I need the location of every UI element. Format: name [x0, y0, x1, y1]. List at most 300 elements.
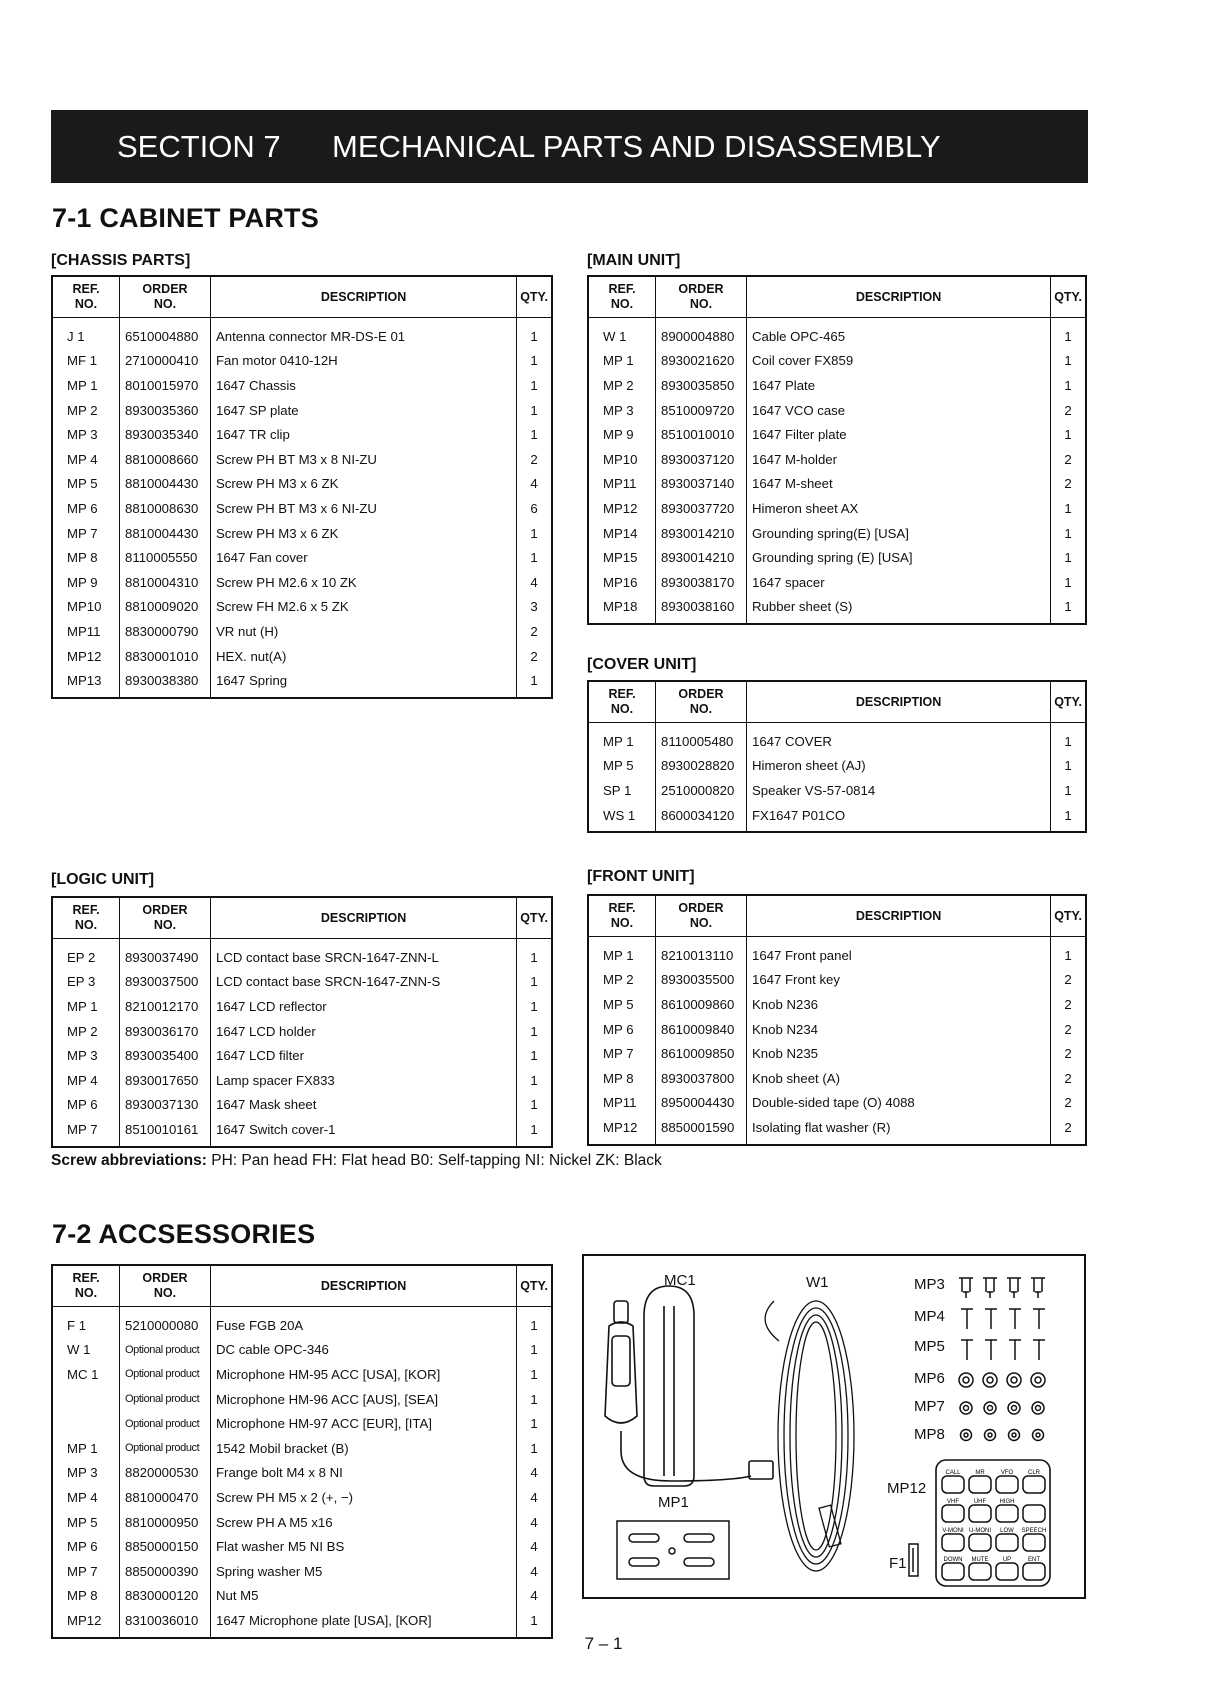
- table-row: [52, 644, 552, 669]
- table-row: [588, 472, 1086, 497]
- ref-no: J 1: [52, 318, 120, 349]
- order-no: 8930017650: [120, 1068, 211, 1093]
- description: LCD contact base SRCN-1647-ZNN-L: [211, 939, 517, 970]
- header-order-line2: NO.: [153, 918, 177, 932]
- keypad-key-label: SPEECH: [1021, 1528, 1047, 1534]
- page-number: 7 – 1: [584, 1634, 623, 1653]
- keypad-key-label: LOW: [1000, 1528, 1014, 1534]
- qty: 1: [517, 1117, 552, 1147]
- qty: 4: [517, 570, 552, 595]
- table-row: [588, 545, 1086, 570]
- ref-no: MP12: [52, 1608, 120, 1638]
- keypad-key-label: DOWN: [943, 1557, 963, 1563]
- table-row: [52, 1584, 552, 1609]
- ref-no: MP11: [52, 619, 120, 644]
- description: Knob N235: [747, 1041, 1051, 1066]
- description: 1647 Plate: [747, 373, 1051, 398]
- description: Screw PH M2.6 x 10 ZK: [211, 570, 517, 595]
- qty: 1: [517, 1362, 552, 1387]
- keypad-key-label: CALL: [945, 1470, 961, 1476]
- ref-no: MP 7: [52, 521, 120, 546]
- header-qty: QTY.: [517, 897, 552, 939]
- keypad-key-label: CLR: [1027, 1470, 1041, 1476]
- description: 1647 Front panel: [747, 937, 1051, 968]
- description: Knob N236: [747, 992, 1051, 1017]
- ref-no: MP 6: [588, 1017, 656, 1042]
- qty: 1: [517, 668, 552, 698]
- keypad-key: [996, 1563, 1018, 1580]
- order-no: 8610009860: [656, 992, 747, 1017]
- keypad-key-label: UP: [1002, 1557, 1012, 1563]
- order-no: 8930038380: [120, 668, 211, 698]
- front-unit-title: [FRONT UNIT]: [587, 868, 695, 885]
- table-row: [52, 1068, 552, 1093]
- order-no: 8930037500: [120, 970, 211, 995]
- table-row: [52, 570, 552, 595]
- order-no: 8930036170: [120, 1019, 211, 1044]
- header-ref-line1: REF.: [608, 687, 636, 701]
- table-row: [52, 422, 552, 447]
- ref-no: MP 1: [52, 1436, 120, 1461]
- description: Nut M5: [211, 1584, 517, 1609]
- qty: 2: [1051, 398, 1086, 423]
- description: Fuse FGB 20A: [211, 1307, 517, 1338]
- table-row: [52, 398, 552, 423]
- table-row: [52, 1043, 552, 1068]
- table-row: [588, 1066, 1086, 1091]
- order-no: 8930021620: [656, 349, 747, 374]
- qty: 4: [517, 1485, 552, 1510]
- order-no: Optional product: [120, 1411, 211, 1436]
- cover-unit-table: [587, 680, 1087, 833]
- header-ref: [588, 681, 656, 723]
- ref-no: MP 9: [52, 570, 120, 595]
- header-ref-line2: NO.: [74, 918, 98, 932]
- keypad-key: [969, 1476, 991, 1493]
- order-no: 8810004430: [120, 521, 211, 546]
- header-order-line1: ORDER: [142, 903, 188, 917]
- header-order: [120, 897, 211, 939]
- description: 1647 Switch cover-1: [211, 1117, 517, 1147]
- order-no: 8810000470: [120, 1485, 211, 1510]
- qty: 1: [1051, 570, 1086, 595]
- order-no: 8930035360: [120, 398, 211, 423]
- section-banner: [51, 110, 1088, 183]
- keypad-key: [996, 1505, 1018, 1522]
- qty: 1: [517, 1307, 552, 1338]
- keypad-key-label: U-MONI: [969, 1528, 991, 1534]
- header-order: [120, 276, 211, 318]
- description: 1647 TR clip: [211, 422, 517, 447]
- ref-no: MF 1: [52, 349, 120, 374]
- keypad-key: [996, 1534, 1018, 1551]
- description: Screw PH M3 x 6 ZK: [211, 521, 517, 546]
- label-mp1: MP1: [658, 1494, 689, 1511]
- main-unit-title: [MAIN UNIT]: [587, 252, 681, 269]
- table-row: [52, 1307, 552, 1338]
- ref-no: MP 1: [52, 373, 120, 398]
- ref-no: [52, 1387, 120, 1412]
- order-no: Optional product: [120, 1387, 211, 1412]
- qty: 1: [517, 1387, 552, 1412]
- header-ref: [588, 276, 656, 318]
- table-row: [52, 1362, 552, 1387]
- ref-no: MP16: [588, 570, 656, 595]
- description: 1647 M-holder: [747, 447, 1051, 472]
- header-ref: [52, 897, 120, 939]
- description: Knob N234: [747, 1017, 1051, 1042]
- keypad-key-label: UHF: [973, 1499, 987, 1505]
- description: Lamp spacer FX833: [211, 1068, 517, 1093]
- table-row: [52, 545, 552, 570]
- description: Screw PH M3 x 6 ZK: [211, 472, 517, 497]
- ref-no: MP 3: [52, 422, 120, 447]
- keypad-key: [942, 1563, 964, 1580]
- header-qty: QTY.: [1051, 895, 1086, 937]
- screw-abbreviations: [51, 1152, 662, 1170]
- qty: 1: [1051, 318, 1086, 349]
- description: 1647 LCD filter: [211, 1043, 517, 1068]
- qty: 1: [1051, 349, 1086, 374]
- header-ref-line2: NO.: [610, 916, 634, 930]
- table-row: [588, 1017, 1086, 1042]
- order-no: 8930035340: [120, 422, 211, 447]
- keypad-key: [1023, 1505, 1045, 1522]
- chassis-title: [CHASSIS PARTS]: [51, 252, 191, 269]
- header-order: [656, 276, 747, 318]
- header-description: DESCRIPTION: [211, 1265, 517, 1307]
- ref-no: MP18: [588, 595, 656, 625]
- qty: 2: [1051, 1066, 1086, 1091]
- header-order-line2: NO.: [153, 297, 177, 311]
- ref-no: MC 1: [52, 1362, 120, 1387]
- ref-no: MP 1: [588, 723, 656, 754]
- keypad-key: [969, 1534, 991, 1551]
- order-no: 8930037720: [656, 496, 747, 521]
- qty: 4: [517, 472, 552, 497]
- header-qty: QTY.: [517, 1265, 552, 1307]
- description: Himeron sheet AX: [747, 496, 1051, 521]
- order-no: 8610009840: [656, 1017, 747, 1042]
- chassis-parts-table: [51, 275, 553, 699]
- ref-no: MP 4: [52, 1485, 120, 1510]
- qty: 1: [517, 521, 552, 546]
- header-ref: [52, 1265, 120, 1307]
- qty: 1: [517, 1411, 552, 1436]
- keypad-key: [1023, 1476, 1045, 1493]
- keypad-key: [996, 1476, 1018, 1493]
- order-no: 8820000530: [120, 1461, 211, 1486]
- keypad-key: [942, 1476, 964, 1493]
- ref-no: MP 3: [588, 398, 656, 423]
- table-row: [52, 994, 552, 1019]
- ref-no: MP14: [588, 521, 656, 546]
- table-row: [588, 373, 1086, 398]
- order-no: Optional product: [120, 1362, 211, 1387]
- table-row: [52, 1534, 552, 1559]
- order-no: 8850001590: [656, 1115, 747, 1145]
- description: 1647 Microphone plate [USA], [KOR]: [211, 1608, 517, 1638]
- table-row: [588, 1091, 1086, 1116]
- qty: 1: [1051, 521, 1086, 546]
- description: Screw PH A M5 x16: [211, 1510, 517, 1535]
- qty: 1: [517, 994, 552, 1019]
- description: Grounding spring (E) [USA]: [747, 545, 1051, 570]
- qty: 1: [1051, 723, 1086, 754]
- header-ref-line2: NO.: [610, 297, 634, 311]
- qty: 2: [1051, 1091, 1086, 1116]
- order-no: 2510000820: [656, 778, 747, 803]
- order-no: 8210013110: [656, 937, 747, 968]
- ref-no: MP12: [588, 1115, 656, 1145]
- ref-no: MP 3: [52, 1461, 120, 1486]
- qty: 2: [1051, 968, 1086, 993]
- order-no: 8830000790: [120, 619, 211, 644]
- qty: 2: [1051, 472, 1086, 497]
- section-title: MECHANICAL PARTS AND DISASSEMBLY: [332, 128, 941, 164]
- qty: 1: [517, 422, 552, 447]
- order-no: 8810008660: [120, 447, 211, 472]
- qty: 1: [517, 373, 552, 398]
- qty: 1: [517, 1043, 552, 1068]
- description: 1647 Spring: [211, 668, 517, 698]
- description: Frange bolt M4 x 8 NI: [211, 1461, 517, 1486]
- order-no: 8510009720: [656, 398, 747, 423]
- header-ref-line1: REF.: [72, 1271, 100, 1285]
- order-no: Optional product: [120, 1436, 211, 1461]
- order-no: 8600034120: [656, 803, 747, 833]
- order-no: 8830001010: [120, 644, 211, 669]
- order-no: 8810000950: [120, 1510, 211, 1535]
- order-no: 8510010161: [120, 1117, 211, 1147]
- ref-no: MP15: [588, 545, 656, 570]
- qty: 2: [1051, 1017, 1086, 1042]
- ref-no: MP 1: [52, 994, 120, 1019]
- ref-no: MP 7: [52, 1117, 120, 1147]
- qty: 1: [517, 970, 552, 995]
- order-no: 8930028820: [656, 754, 747, 779]
- header-ref-line2: NO.: [74, 297, 98, 311]
- ref-no: MP 1: [588, 937, 656, 968]
- description: FX1647 P01CO: [747, 803, 1051, 833]
- table-row: [588, 992, 1086, 1017]
- qty: 4: [517, 1461, 552, 1486]
- description: 1647 spacer: [747, 570, 1051, 595]
- label-w1: W1: [806, 1274, 829, 1291]
- ref-no: MP 2: [588, 373, 656, 398]
- keypad-key: [942, 1505, 964, 1522]
- qty: 1: [1051, 496, 1086, 521]
- keypad-key-label: VHF: [947, 1499, 959, 1505]
- qty: 4: [517, 1559, 552, 1584]
- qty: 1: [517, 1093, 552, 1118]
- qty: 2: [1051, 992, 1086, 1017]
- order-no: 8930037490: [120, 939, 211, 970]
- description: Screw PH M5 x 2 (+, −): [211, 1485, 517, 1510]
- order-no: 2710000410: [120, 349, 211, 374]
- qty: 1: [517, 1019, 552, 1044]
- table-row: [588, 422, 1086, 447]
- label-mp3: MP3: [914, 1276, 945, 1293]
- ref-no: MP 5: [588, 992, 656, 1017]
- ref-no: MP 9: [588, 422, 656, 447]
- description: Microphone HM-97 ACC [EUR], [ITA]: [211, 1411, 517, 1436]
- description: DC cable OPC-346: [211, 1338, 517, 1363]
- order-no: 8930014210: [656, 545, 747, 570]
- order-no: 8930035500: [656, 968, 747, 993]
- qty: 1: [517, 1068, 552, 1093]
- ref-no: MP 7: [52, 1559, 120, 1584]
- description: VR nut (H): [211, 619, 517, 644]
- qty: 2: [517, 447, 552, 472]
- ref-no: MP 7: [588, 1041, 656, 1066]
- keypad-key: [1023, 1563, 1045, 1580]
- header-qty: QTY.: [1051, 276, 1086, 318]
- qty: 2: [1051, 1041, 1086, 1066]
- qty: 1: [1051, 595, 1086, 625]
- label-mp7: MP7: [914, 1398, 945, 1415]
- qty: 3: [517, 595, 552, 620]
- keypad-plate-illustration: [936, 1460, 1050, 1586]
- description: Knob sheet (A): [747, 1066, 1051, 1091]
- table-row: [52, 939, 552, 970]
- header-order: [120, 1265, 211, 1307]
- ref-no: W 1: [588, 318, 656, 349]
- description: Rubber sheet (S): [747, 595, 1051, 625]
- table-row: [588, 1041, 1086, 1066]
- description: 1647 Chassis: [211, 373, 517, 398]
- keypad-key-label: MR: [975, 1470, 985, 1476]
- table-row: [52, 472, 552, 497]
- description: Cable OPC-465: [747, 318, 1051, 349]
- ref-no: EP 2: [52, 939, 120, 970]
- table-row: [52, 619, 552, 644]
- description: 1647 Filter plate: [747, 422, 1051, 447]
- ref-no: MP 8: [588, 1066, 656, 1091]
- ref-no: MP 6: [52, 1534, 120, 1559]
- ref-no: [52, 1411, 120, 1436]
- table-row: [588, 496, 1086, 521]
- qty: 1: [517, 349, 552, 374]
- table-row: [588, 398, 1086, 423]
- keypad-key: [969, 1563, 991, 1580]
- description: Grounding spring(E) [USA]: [747, 521, 1051, 546]
- front-unit-table: [587, 894, 1087, 1146]
- order-no: 6510004880: [120, 318, 211, 349]
- order-no: 8810008630: [120, 496, 211, 521]
- qty: 1: [1051, 422, 1086, 447]
- header-ref: [588, 895, 656, 937]
- ref-no: MP 6: [52, 1093, 120, 1118]
- qty: 1: [517, 939, 552, 970]
- ref-no: MP 8: [52, 545, 120, 570]
- table-row: [588, 570, 1086, 595]
- description: Screw PH BT M3 x 8 NI-ZU: [211, 447, 517, 472]
- order-no: 8810004310: [120, 570, 211, 595]
- ref-no: MP 3: [52, 1043, 120, 1068]
- ref-no: MP12: [52, 644, 120, 669]
- header-ref: [52, 276, 120, 318]
- ref-no: MP12: [588, 496, 656, 521]
- ref-no: MP 8: [52, 1584, 120, 1609]
- table-row: [52, 373, 552, 398]
- table-row: [52, 1485, 552, 1510]
- ref-no: MP11: [588, 1091, 656, 1116]
- table-row: [588, 968, 1086, 993]
- description: 1647 M-sheet: [747, 472, 1051, 497]
- order-no: 8930037120: [656, 447, 747, 472]
- table-row: [52, 521, 552, 546]
- description: Coil cover FX859: [747, 349, 1051, 374]
- qty: 2: [1051, 1115, 1086, 1145]
- order-no: 8930038160: [656, 595, 747, 625]
- keypad-key-label: V-MONI: [942, 1528, 964, 1534]
- section-number: SECTION 7: [117, 128, 281, 164]
- ref-no: MP 2: [52, 1019, 120, 1044]
- table-row: [52, 496, 552, 521]
- table-row: [52, 1559, 552, 1584]
- order-no: 8930037800: [656, 1066, 747, 1091]
- table-row: [52, 1338, 552, 1363]
- ref-no: F 1: [52, 1307, 120, 1338]
- ref-no: MP 4: [52, 1068, 120, 1093]
- accessories-heading: 7-2 ACCSESSORIES: [52, 1219, 316, 1249]
- qty: 1: [517, 318, 552, 349]
- description: Screw FH M2.6 x 5 ZK: [211, 595, 517, 620]
- order-no: 8210012170: [120, 994, 211, 1019]
- qty: 1: [1051, 545, 1086, 570]
- order-no: 8950004430: [656, 1091, 747, 1116]
- screw-note-text: PH: Pan head FH: Flat head B0: Self-tapping NI: Nickel ZK: Black: [206, 1152, 662, 1169]
- header-description: DESCRIPTION: [747, 276, 1051, 318]
- order-no: 8930037140: [656, 472, 747, 497]
- description: 1647 Mask sheet: [211, 1093, 517, 1118]
- description: Antenna connector MR-DS-E 01: [211, 318, 517, 349]
- description: Himeron sheet (AJ): [747, 754, 1051, 779]
- qty: 1: [517, 1436, 552, 1461]
- description: Screw PH BT M3 x 6 NI-ZU: [211, 496, 517, 521]
- main-unit-table: [587, 275, 1087, 625]
- ref-no: MP 1: [588, 349, 656, 374]
- order-no: 8310036010: [120, 1608, 211, 1638]
- keypad-key: [969, 1505, 991, 1522]
- qty: 2: [1051, 447, 1086, 472]
- table-row: [588, 778, 1086, 803]
- ref-no: EP 3: [52, 970, 120, 995]
- description: Flat washer M5 NI BS: [211, 1534, 517, 1559]
- bracket-illustration: [617, 1521, 729, 1579]
- order-no: 8930014210: [656, 521, 747, 546]
- order-no: 8850000390: [120, 1559, 211, 1584]
- header-qty: QTY.: [517, 276, 552, 318]
- header-ref-line1: REF.: [608, 282, 636, 296]
- accessories-figure: [582, 1254, 1086, 1599]
- header-ref-line1: REF.: [608, 901, 636, 915]
- screw-note-label: Screw abbreviations:: [51, 1152, 207, 1169]
- keypad-keys: [942, 1470, 1046, 1580]
- order-no: 8930035400: [120, 1043, 211, 1068]
- description: Spring washer M5: [211, 1559, 517, 1584]
- ref-no: MP10: [588, 447, 656, 472]
- header-ref-line1: REF.: [72, 903, 100, 917]
- qty: 6: [517, 496, 552, 521]
- cable-coil-illustration: [765, 1301, 854, 1571]
- ref-no: SP 1: [588, 778, 656, 803]
- table-row: [52, 447, 552, 472]
- description: Microphone HM-95 ACC [USA], [KOR]: [211, 1362, 517, 1387]
- header-qty: QTY.: [1051, 681, 1086, 723]
- table-row: [588, 803, 1086, 833]
